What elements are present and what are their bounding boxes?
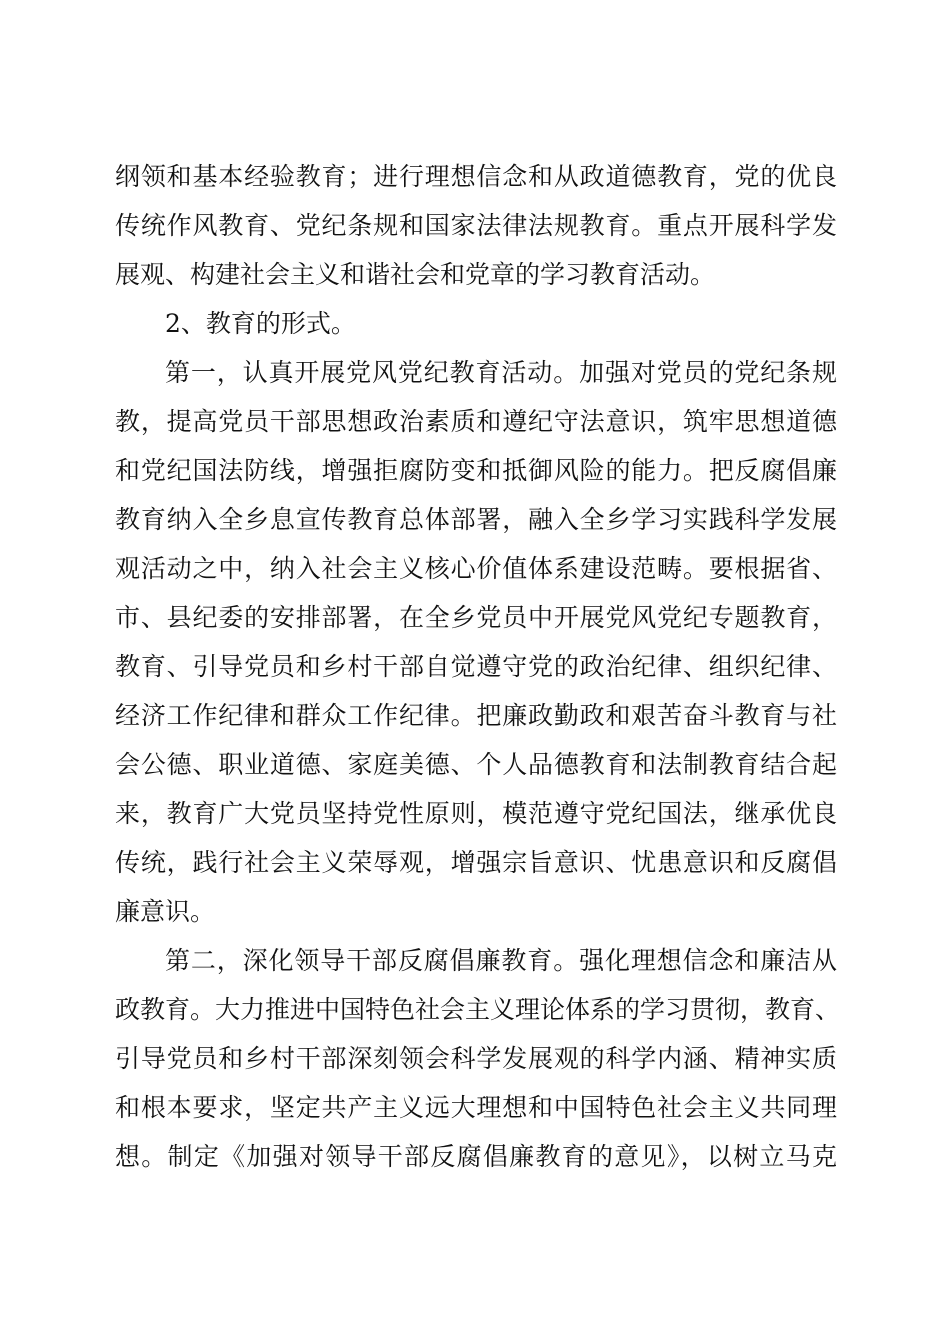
text-line: 政教育。大力推进中国特色社会主义理论体系的学习贯彻，教育、 [115,995,841,1024]
text-line: 经济工作纪律和群众工作纪律。把廉政勤政和艰苦奋斗教育与社 [115,701,837,730]
text-line: 传统，践行社会主义荣辱观，增强宗旨意识、忧患意识和反腐倡 [115,848,837,877]
text-line: 教育、引导党员和乡村干部自觉遵守党的政治纪律、组织纪律、 [115,652,837,681]
text-line: 引导党员和乡村干部深刻领会科学发展观的科学内涵、精神实质 [115,1044,837,1073]
text-line: 教育纳入全乡息宣传教育总体部署，融入全乡学习实践科学发展 [115,505,837,534]
text-line: 第二，深化领导干部反腐倡廉教育。强化理想信念和廉洁从 [165,946,837,975]
text-line: 第一，认真开展党风党纪教育活动。加强对党员的党纪条规 [165,358,837,387]
text-line: 会公德、职业道德、家庭美德、个人品德教育和法制教育结合起 [115,750,837,779]
paragraph-second [115,936,841,1181]
paragraph-education-content [115,152,837,299]
text-line: 和根本要求，坚定共产主义远大理想和中国特色社会主义共同理 [115,1093,837,1122]
text-line: 市、县纪委的安排部署，在全乡党员中开展党风党纪专题教育， [115,603,837,632]
text-line: 教，提高党员干部思想政治素质和遵纪守法意识，筑牢思想道德 [115,407,837,436]
text-line: 想。制定《加强对领导干部反腐倡廉教育的意见》，以树立马克 [115,1142,837,1171]
text-line: 观活动之中，纳入社会主义核心价值体系建设范畴。要根据省、 [115,554,837,583]
text-line: 廉意识。 [115,897,216,926]
text-line: 纲领和基本经验教育；进行理想信念和从政道德教育，党的优良 [115,162,837,191]
text-line: 传统作风教育、党纪条规和国家法律法规教育。重点开展科学发 [115,211,837,240]
text-line: 和党纪国法防线，增强拒腐防变和抵御风险的能力。把反腐倡廉 [115,456,837,485]
text-line: 来，教育广大党员坚持党性原则，模范遵守党纪国法，继承优良 [115,799,837,828]
text-line: 展观、构建社会主义和谐社会和党章的学习教育活动。 [115,260,716,289]
section-heading: 2、教育的形式。 [165,309,356,338]
paragraph-first [115,348,837,936]
section-heading-education-form [115,299,837,348]
